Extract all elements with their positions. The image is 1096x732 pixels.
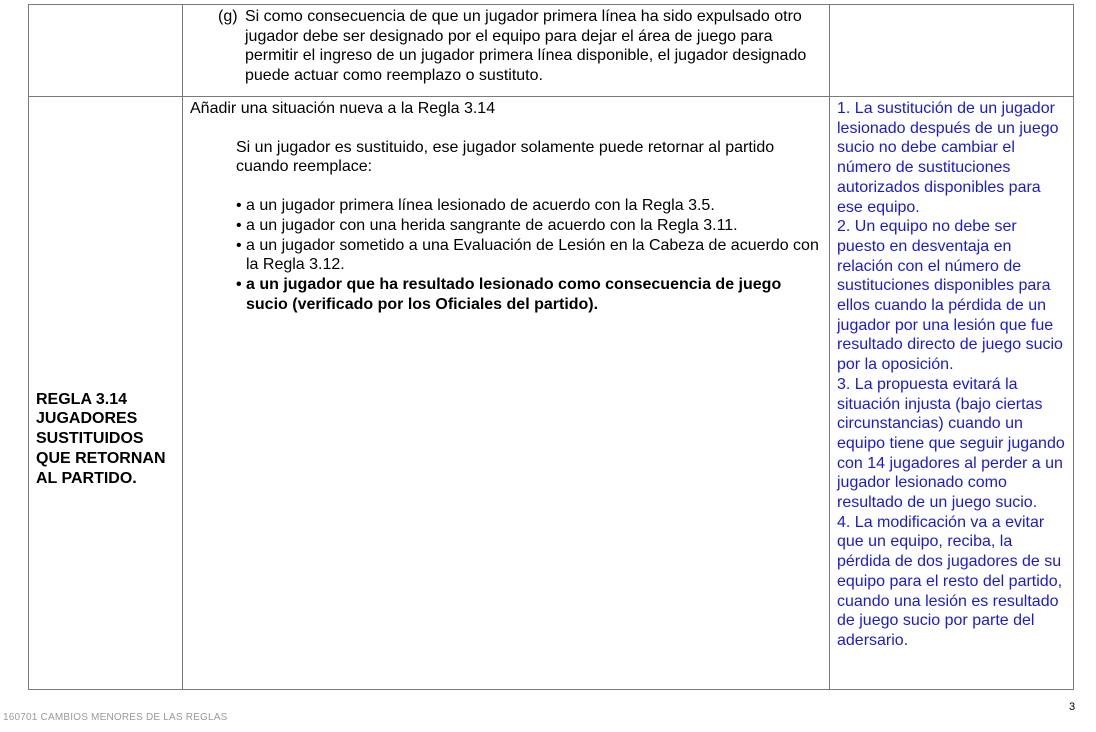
row-g-reason-cell bbox=[830, 5, 1074, 97]
bullet-text: a un jugador con una herida sangrante de acuerdo con la Regla 3.11. bbox=[246, 216, 738, 234]
amendment-intro: Añadir una situación nueva a la Regla 3.14 bbox=[190, 100, 496, 117]
bullet-icon: • bbox=[236, 275, 242, 293]
rule-label: REGLA 3.14 JUGADORES SUSTITUIDOS QUE RETORNAN AL PARTIDO. bbox=[36, 390, 166, 487]
amendment-paragraph: Si un jugador es sustituido, ese jugador solamente puede retornar al partido cuando reemplace: bbox=[236, 138, 775, 176]
bullet-icon: • bbox=[236, 197, 242, 215]
list-item bbox=[236, 275, 823, 314]
rules-table bbox=[28, 4, 1074, 690]
footer-document-code: 160701 CAMBIOS MENORES DE LAS REGLAS bbox=[3, 712, 228, 723]
rule-label-cell bbox=[29, 97, 183, 690]
row-g-content-cell bbox=[183, 5, 830, 97]
reason-item: 3. La propuesta evitará la situación injusta (bajo ciertas circunstancias) cuando un equipo tiene que seguir jugando con 14 jugadores al perder a un jugador lesionado como resultado de un juego sucio. bbox=[837, 375, 1065, 512]
bullet-icon: • bbox=[236, 216, 242, 234]
table-row-g bbox=[29, 5, 1074, 97]
row-g-label-cell bbox=[29, 5, 183, 97]
reason-item: 4. La modificación va a evitar que un equipo, reciba, la pérdida de dos jugadores de su equipo para el resto del partido, cuando una lesión es resultado de juego sucio por parte del adersario. bbox=[837, 513, 1063, 649]
bullet-text: a un jugador que ha resultado lesionado como consecuencia de juego sucio (verificado por los Oficiales del partido). bbox=[246, 275, 782, 313]
item-g-label: (g) bbox=[218, 8, 238, 25]
reason-item: 2. Un equipo no debe ser puesto en desventaja en relación con el número de sustituciones disponibles para ellos cuando la pérdida de un jugador por una lesión que fue resultado directo de juego sucio por la oposición. bbox=[837, 218, 1063, 374]
reason-item: 1. La sustitución de un jugador lesionado después de un juego sucio no debe cambiar el número de sustituciones autorizados disponibles para ese equipo. bbox=[837, 100, 1059, 216]
list-item bbox=[236, 216, 823, 236]
bullet-text: a un jugador sometido a una Evaluación de Lesión en la Cabeza de acuerdo con la Regla 3.12. bbox=[246, 236, 819, 274]
reasons-cell bbox=[830, 97, 1074, 690]
item-g-text: Si como consecuencia de que un jugador primera línea ha sido expulsado otro jugador debe ser designado por el equipo para dejar el área de juego para permitir el ingreso de un jugador primera línea disponible, el jugador designado puede actuar como reemplazo o sustituto. bbox=[245, 8, 807, 85]
bullet-icon: • bbox=[236, 236, 242, 254]
list-item bbox=[236, 236, 823, 275]
list-item-g bbox=[191, 7, 823, 86]
table-row-3-14 bbox=[29, 97, 1074, 690]
amendment-bullet-list bbox=[183, 177, 829, 314]
list-item bbox=[236, 196, 823, 216]
page-number: 3 bbox=[1069, 701, 1076, 713]
amendment-cell bbox=[183, 97, 830, 690]
reasons-list bbox=[830, 97, 1073, 651]
bullet-text: a un jugador primera línea lesionado de acuerdo con la Regla 3.5. bbox=[246, 197, 715, 215]
